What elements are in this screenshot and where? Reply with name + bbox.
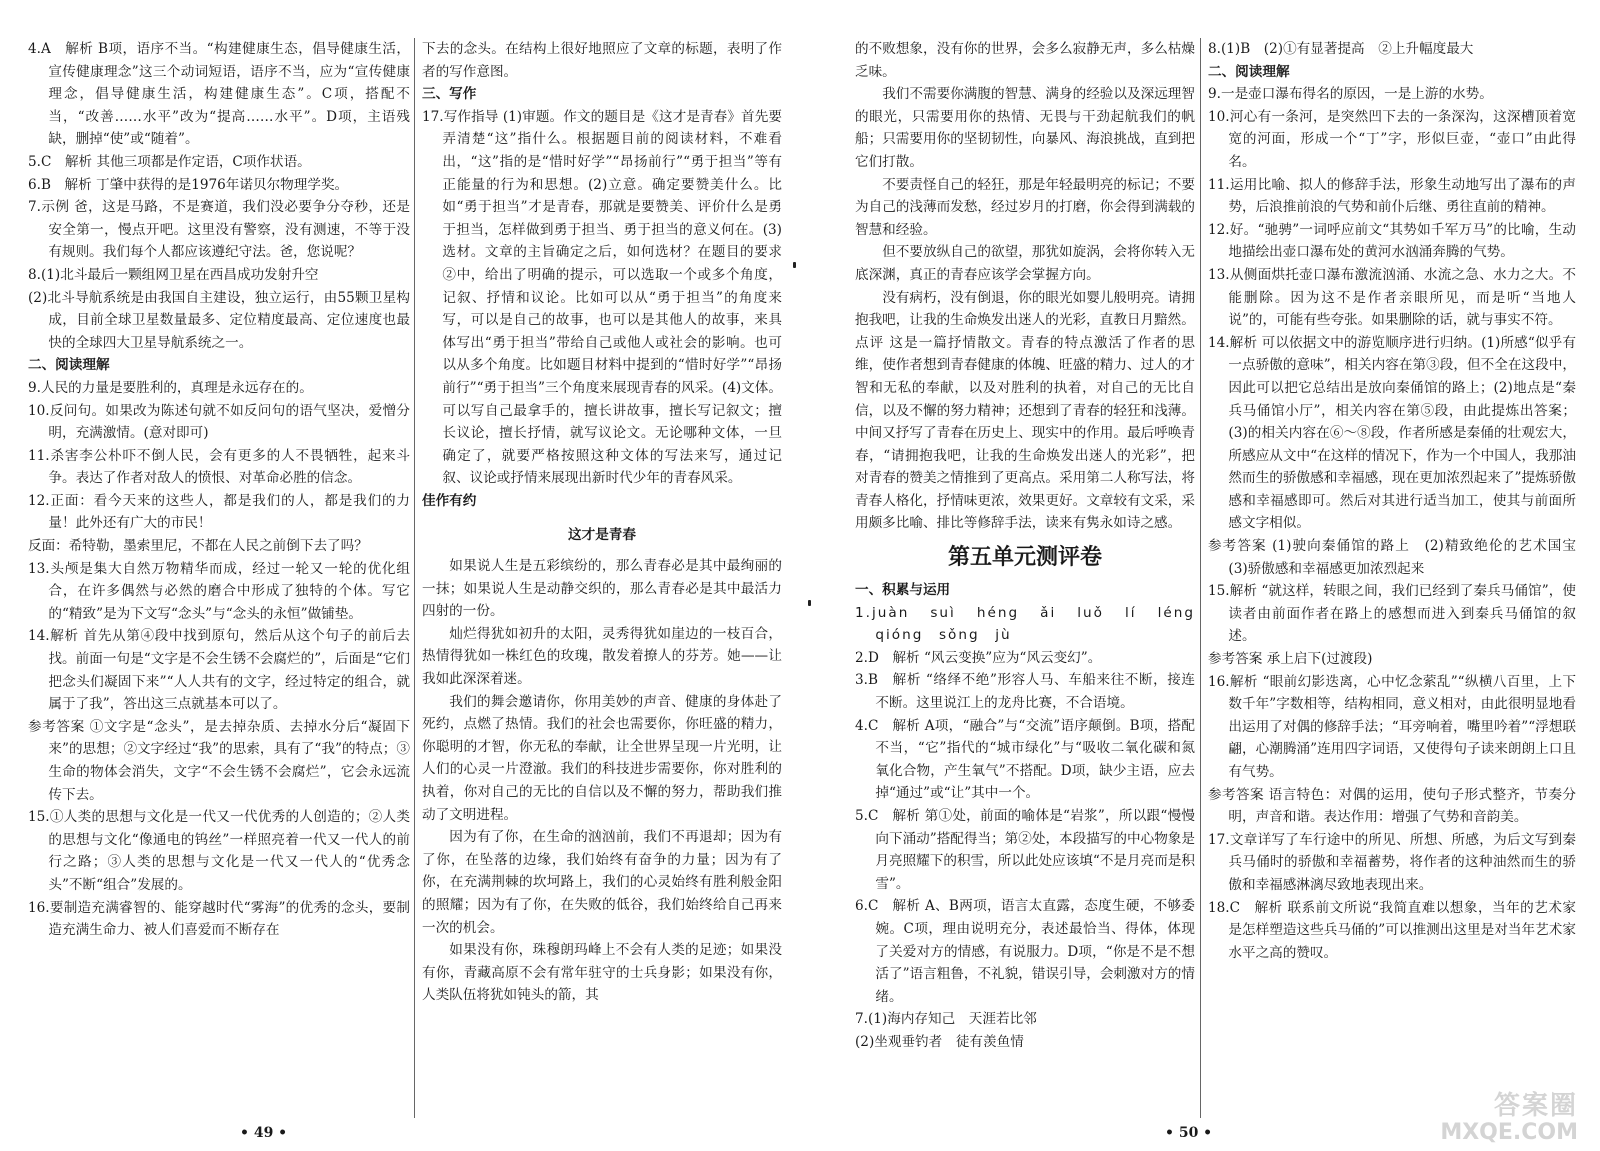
section-label: 佳作有约	[422, 492, 477, 509]
answer-paragraph: 的不败想象，没有你的世界，会多么寂静无声，多么枯燥乏味。	[855, 41, 1195, 80]
binding-mark	[793, 262, 796, 268]
answer-paragraph: 不要责怪自己的轻狂，那是年轻最明亮的标记；不要为自己的浅薄而发愁，经过岁月的打磨，你会得到满载的智慧和经验。	[855, 176, 1195, 238]
column-divider-left	[414, 38, 415, 1118]
answer-paragraph: 12.好。“驰骋”一词呼应前文“其势如千军万马”的比喻，生动地描绘出壶口瀑布处的黄河水汹涌奔腾的气势。	[1208, 221, 1576, 261]
answer-paragraph: 6.B 解析 丁肇中获得的是1976年诺贝尔物理学奖。	[28, 176, 349, 193]
answer-paragraph: 10.河心有一条河，是突然凹下去的一条深沟，这深槽顶着宽宽的河面，形成一个“丁”字，形似巨壶，“壶口”由此得名。	[1208, 108, 1576, 170]
answer-paragraph: 参考答案 ①文字是“念头”，是去掉杂质、去掉水分后“凝固下来”的思想；②文字经过“我”的思索，具有了“我”的特点；③生命的物体会消失，文字“不会生锈不会腐烂”，它会永远流传下去。	[28, 718, 410, 803]
column-3	[855, 38, 1211, 1054]
answer-paragraph: 17.文章详写了车行途中的所见、所想、所感，为后文写到秦兵马俑时的骄傲和幸福蓄势，将作者的这种油然而生的骄傲和幸福感淋漓尽致地表现出来。	[1208, 831, 1576, 893]
answer-paragraph: 6.C 解析 A、B两项，语言太直露，态度生硬，不够委婉。C项，理由说明充分，表述最恰当、得体，体现了关爱对方的情感，有说服力。D项，“你是不是不想活了”语言粗鲁，不礼貌，错误引导，会刺激对方的情绪。	[855, 898, 1195, 1005]
answer-paragraph: 参考答案 (1)驶向秦俑馆的路上 (2)精致绝伦的艺术国宝 (3)骄傲感和幸福感更加浓烈起来	[1208, 538, 1590, 577]
pinyin-answer: 1.juàn suì héng ǎi luǒ lí léng qióng sǒng jù	[855, 604, 1211, 644]
page-number-right: • 50 •	[1165, 1125, 1213, 1141]
essay-title: 这才是青春	[568, 527, 636, 544]
answer-paragraph: 5.C 解析 第①处，前面的喻体是“岩浆”，所以跟“慢慢向下涌动”搭配得当；第②处，本段描写的中心物象是月亮照耀下的积雪，所以此处应该填“不是月亮而是积雪”。	[855, 808, 1195, 892]
answer-paragraph: 12.正面：看今天来的这些人，都是我们的人，都是我们的力量！此外还有广大的市民！	[28, 492, 410, 532]
answer-paragraph: 14.解析 可以依据文中的游览顺序进行归纳。(1)所感“似乎有一点骄傲的意味”，相关内容在第③段，但不全在这段中，因此可以把它总结出是放向秦俑馆的路上；(2)地点是“秦兵马俑馆小厅”，相关内容在第⑤段，由此提炼出答案；(3)的相关内容在⑥～⑧段，作者所感是秦俑的壮观宏大，所感应从文中“在这样的情况下，作为一个中国人，我那油然而生的骄傲感和幸福感，现在更加浓烈起来了”提炼骄傲感和幸福感即可。然后对其进行适当加工，使其与前面所感文字相似。	[1208, 334, 1576, 532]
answer-paragraph: 灿烂得犹如初升的太阳，灵秀得犹如崖边的一枝百合，热情得犹如一株红色的玫瑰，散发着撩人的芬芳。她——让我如此深深着迷。	[422, 625, 782, 688]
answer-paragraph: 13.头颅是集大自然万物精华而成，经过一轮又一轮的优化组合，在许多偶然与必然的磨合中形成了独特的个体。写它的“精致”是为下文写“念头”与“念头的永恒”做铺垫。	[28, 560, 410, 622]
answer-paragraph: 15.解析 “就这样，转眼之间，我们已经到了秦兵马俑馆”，使读者由前面作者在路上的感想而进入到秦兵马俑馆的叙述。	[1208, 583, 1576, 645]
answer-paragraph: 没有病朽，没有倒退，你的眼光如婴儿般明亮。请拥抱我吧，让我的生命焕发出迷人的光彩，直教日月黯然。	[855, 289, 1195, 329]
column-divider-right	[1200, 38, 1201, 1118]
answer-paragraph: 9.一是壶口瀑布得名的原因，一是上游的水势。	[1208, 86, 1493, 103]
answer-paragraph: 9.人民的力量是要胜利的，真理是永远存在的。	[28, 379, 313, 396]
answer-paragraph: 7.示例 爸，这是马路，不是赛道，我们没必要争分夺秒，还是安全第一，慢点开吧。这里没有警察，没有测速，不等于没有规则。我们每个人都应该遵纪守法。爸，您说呢？	[28, 199, 410, 261]
answer-paragraph: 8.(1)B (2)①有显著提高 ②上升幅度最大	[1208, 41, 1474, 57]
answer-paragraph: 14.解析 首先从第④段中找到原句，然后从这个句子的前后去找。前面一句是“文字是不会生锈不会腐烂的”，后面是“它们把念头们凝固下来”“人人共有的文字，经过特定的组合，就属于了我”，答出这三点就基本可以了。	[28, 628, 410, 713]
answer-paragraph: 下去的念头。在结构上很好地照应了文章的标题，表明了作者的写作意图。	[422, 41, 782, 80]
page-number-left: • 49 •	[240, 1125, 288, 1141]
answer-paragraph: 8.(1)北斗最后一颗组网卫星在西昌成功发射升空	[28, 266, 319, 283]
watermark-url: MXQE.COM	[1440, 1120, 1578, 1145]
answer-paragraph: (2)坐观垂钓者 徒有羡鱼情	[855, 1033, 1024, 1050]
section-heading: 二、阅读理解	[1208, 63, 1290, 80]
answer-paragraph: 3.B 解析 “络绎不绝”形容人马、车船来往不断，接连不断。这里说江上的龙舟比赛，不合语境。	[855, 672, 1195, 712]
answer-paragraph: 点评 这是一篇抒情散文。青春的特点激活了作者的思维，使作者想到青春健康的体魄、旺盛的精力、过人的才智和无私的奉献，以及对胜利的执着，对自己的无比自信，以及不懈的努力精神；还想到了青春的轻狂和浅薄。中间又抒写了青春在历史上、现实中的作用。最后呼唤青春，“请拥抱我吧，让我的生命焕发出迷人的光彩”，把对青春的赞美之情推到了更高点。采用第二人称写法，将青春人格化，抒情味更浓，效果更好。文章较有文采，采用颇多比喻、排比等修辞手法，读来有隽永如诗之感。	[855, 334, 1195, 532]
answer-paragraph: 参考答案 承上启下(过渡段)	[1208, 651, 1373, 668]
unit-title: 第五单元测评卷	[947, 545, 1102, 571]
watermark-text: 答案圈	[1493, 1091, 1578, 1121]
answer-paragraph: 我们的舞会邀请你，你用美妙的声音、健康的身体赴了死约，点燃了热情。我们的社会也需要你，你旺盛的精力，你聪明的才智，你无私的奉献，让全世界呈现一片光明，让人们的心灵一片澄澈。我们的科技进步需要你，你对胜利的执着，你对自己的无比的自信以及不懈的努力，帮助我们推动了文明进程。	[422, 693, 782, 823]
answer-paragraph: (2)北斗导航系统是由我国自主建设，独立运行，由55颗卫星构成，目前全球卫星数量最多、定位精度最高、定位速度也最快的全球四大卫星导航系统之一。	[28, 289, 410, 351]
answer-paragraph: 2.D 解析 “风云变换”应为“风云变幻”。	[855, 649, 1102, 666]
answer-paragraph: 16.解析 “眼前幻影迭离，心中忆念萦乱”“纵横八百里，上下数千年”字数相等，结构相同，意义相对，由此很明显地看出运用了对偶的修辞手法；“耳旁响着，嘴里吟着”“浮想联翩，心潮腾涌”连用四字词语，又使得句子读来朗朗上口且有气势。	[1208, 673, 1576, 780]
answer-paragraph: 参考答案 语言特色：对偶的运用，使句子形式整齐，节奏分明，声音和谐。表达作用：增强了气势和音韵美。	[1208, 786, 1576, 826]
answer-paragraph: 17.写作指导 (1)审题。作文的题目是《这才是青春》首先要弄清楚“这”指什么。根据题目前的阅读材料，不难看出，“这”指的是“惜时好学”“昂扬前行”“勇于担当”等有正能量的行为和思想。(2)立意。确定要赞美什么。比如“勇于担当”才是青春，那就是要赞美、评价什么是勇于担当，怎样做到勇于担当、勇于担当的意义何在。(3)选材。文章的主旨确定之后，如何选材？在题目的要求②中，给出了明确的提示，可以选取一个或多个角度，记叙、抒情和议论。比如可以从“勇于担当”的角度来写，可以是自己的故事，也可以是其他人的故事，来具体写出“勇于担当”带给自己或他人或社会的影响。也可以从多个角度。比如题目材料中提到的“惜时好学”“昂扬前行”“勇于担当”三个角度来展现青春的风采。(4)文体。可以写自己最拿手的，擅长讲故事，擅长写记叙文；擅长议论，擅长抒情，就写议论文。无论哪种文体，一旦确定了，就要严格按照这种文体的写法来写，通过记叙、议论或抒情来展现出新时代少年的青春风采。	[422, 108, 782, 487]
answer-paragraph: 13.从侧面烘托壶口瀑布激流汹涌、水流之急、水力之大。不能删除。因为这不是作者亲眼所见，而是听“当地人说”的，可能有些夸张。如果删除的话，就与事实不符。	[1208, 266, 1576, 329]
answer-paragraph: 16.要制造充满睿智的、能穿越时代“雾海”的优秀的念头，要制造充满生命力、被人们喜爱而不断存在	[28, 899, 410, 939]
section-heading: 一、积累与运用	[855, 582, 951, 599]
answer-paragraph: 如果说人生是五彩缤纷的，那么青春必是其中最绚丽的一抹；如果说人生是动静交织的，那么青春必是其中最活力四射的一份。	[422, 558, 782, 620]
answer-paragraph: 因为有了你，在生命的汹汹前，我们不再退却；因为有了你，在坠落的边缘，我们始终有奋争的力量；因为有了你，在充满荆棘的坎坷路上，我们的心灵始终有胜利般金阳的照耀；因为有了你，在失败的低谷，我们始终给自己再来一次的机会。	[422, 829, 782, 936]
answer-paragraph: 4.C 解析 A项，“融合”与“交流”语序颠倒。B项，搭配不当，“它”指代的“城市绿化”与“吸收二氧化碳和氮氧化合物，产生氧气”不搭配。D项，缺少主语，应去掉“通过”或“让”其中一个。	[855, 717, 1195, 802]
watermark-logo	[1440, 1091, 1578, 1145]
answer-paragraph: 如果没有你，珠穆朗玛峰上不会有人类的足迹；如果没有你，青藏高原不会有常年驻守的士兵身影；如果没有你，人类队伍将犹如钝头的箭，其	[422, 942, 782, 1004]
binding-mark	[808, 600, 811, 606]
column-1	[28, 38, 410, 942]
answer-paragraph: 15.①人类的思想与文化是一代又一代优秀的人创造的；②人类的思想与文化“像通电的钨丝”一样照亮着一代又一代人的前行之路；③人类的思想与文化是一代又一代人的“优秀念头”不断“组合”发展的。	[28, 809, 410, 893]
answer-paragraph: 我们不需要你满腹的智慧、满身的经验以及深远理智的眼光，只需要用你的热情、无畏与干劲起航我们的帆船；只需要用你的坚韧韧性，向暴风、海浪挑战，直到把它们打散。	[855, 86, 1195, 170]
answer-paragraph: 反面：希特勒，墨索里尼，不都在人民之前倒下去了吗？	[28, 538, 368, 555]
column-2	[422, 38, 782, 1007]
section-heading: 二、阅读理解	[28, 357, 110, 374]
section-heading: 三、写作	[422, 86, 477, 103]
answer-paragraph: 11.杀害李公朴吓不倒人民，会有更多的人不畏牺牲，起来斗争。表达了作者对敌人的愤恨、对革命必胜的信念。	[28, 447, 410, 487]
answer-paragraph: 5.C 解析 其他三项都是作定语，C项作状语。	[28, 153, 311, 170]
answer-paragraph: 7.(1)海内存知己 天涯若比邻	[855, 1011, 1037, 1028]
answer-paragraph: 4.A 解析 B项，语序不当。“构建健康生态，倡导健康生活，宣传健康理念”这三个动词短语，语序不当，应为“宣传健康理念，倡导健康生活，构建健康生态”。C项，搭配不当，“改善……水平”改为“提高……水平”。D项，主语残缺，删掉“使”或“随着”。	[28, 41, 410, 148]
answer-paragraph: 但不要放纵自己的欲望，那犹如旋涡，会将你转入无底深渊，真正的青春应该学会掌握方向。	[855, 244, 1195, 283]
answer-paragraph: 11.运用比喻、拟人的修辞手法，形象生动地写出了瀑布的声势，后浪推前浪的气势和前仆后继、勇往直前的精神。	[1208, 176, 1576, 216]
answer-paragraph: 18.C 解析 联系前文所说“我简直难以想象，当年的艺术家是怎样塑造这些兵马俑的”可以推测出这里是对当年艺术家水平之高的赞叹。	[1208, 899, 1576, 961]
column-4	[1208, 38, 1590, 964]
answer-paragraph: 10.反问句。如果改为陈述句就不如反问句的语气坚决，爱憎分明，充满激情。(意对即可)	[28, 402, 410, 442]
